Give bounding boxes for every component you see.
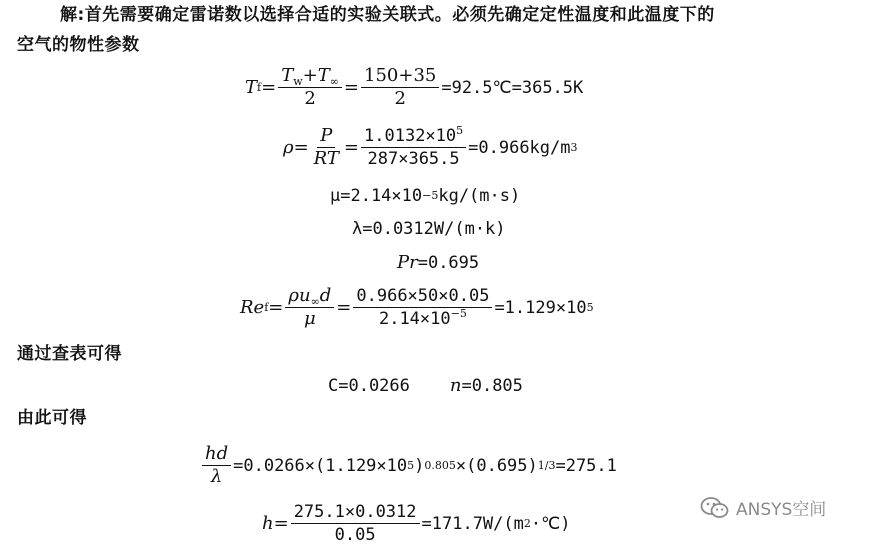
equation-nusselt: $\frac{hd}{\lambda}$ =0.0266×(1.129×10 5 ) 0.805 ×(0.695) 1/3 =275.1	[200, 444, 617, 487]
fraction-hd-lambda: $\frac{hd}{\lambda}$	[202, 444, 231, 487]
fraction-p-rt: $\frac{P}{RT}$	[313, 125, 339, 169]
fraction-reynolds-symbolic: $\frac{\rho u_\infty d}{\mu}$	[285, 286, 334, 329]
fraction-numeric: $\frac{150+35}{2}$	[361, 66, 439, 109]
lookup-text: 通过查表可得	[17, 344, 122, 364]
intro-line-1: 解:首先需要确定雷诺数以选择合适的实验关联式。必须先确定定性温度和此温度下的	[60, 5, 715, 25]
fraction-density-numeric: $\frac{1.0132\times 10^5}{287\times 365.5}$	[361, 126, 466, 169]
thus-text: 由此可得	[17, 408, 87, 428]
fraction-wall-infinity: $\frac{T_w+T_\infty}{2}$	[278, 66, 342, 109]
watermark-text: ANSYS空间	[736, 500, 827, 520]
watermark	[700, 495, 826, 520]
wechat-logo-icon	[700, 496, 730, 520]
fraction-reynolds-numeric: $\frac{0.966\times 50\times 0.05}{2.14\times 10^{-5}}$	[353, 286, 492, 329]
equation-conductivity: λ=0.0312W/(m·k)	[352, 219, 506, 239]
equation-correlation-constants: C=0.0266 n =0.805	[328, 375, 523, 396]
fraction-h-numeric: $\frac{275.1\times 0.0312}{0.05}$	[291, 502, 420, 545]
equation-reynolds: Re f = $\frac{\rho u_\infty d}{\mu}$ = $\frac{0.966\times 50\times 0.05}{2.14\times 10^{-5}}$ =1.129×10 5	[240, 285, 594, 329]
equation-prandtl: Pr =0.695	[397, 252, 480, 273]
equation-density: ρ= $\frac{P}{RT}$ = $\frac{1.0132\times 10^5}{287\times 365.5}$ =0.966kg/m 3	[283, 124, 578, 169]
equation-viscosity: μ=2.14×10 −5 kg/(m·s)	[330, 186, 521, 206]
equation-heat-transfer-coefficient: h= $\frac{275.1\times 0.0312}{0.05}$ =171.7W/(m 2 ·℃)	[262, 502, 571, 545]
intro-line-2: 空气的物性参数	[17, 35, 140, 55]
equation-film-temperature: T f = $\frac{T_w+T_\infty}{2}$ = $\frac{150+35}{2}$ =92.5℃=365.5K	[245, 65, 584, 109]
